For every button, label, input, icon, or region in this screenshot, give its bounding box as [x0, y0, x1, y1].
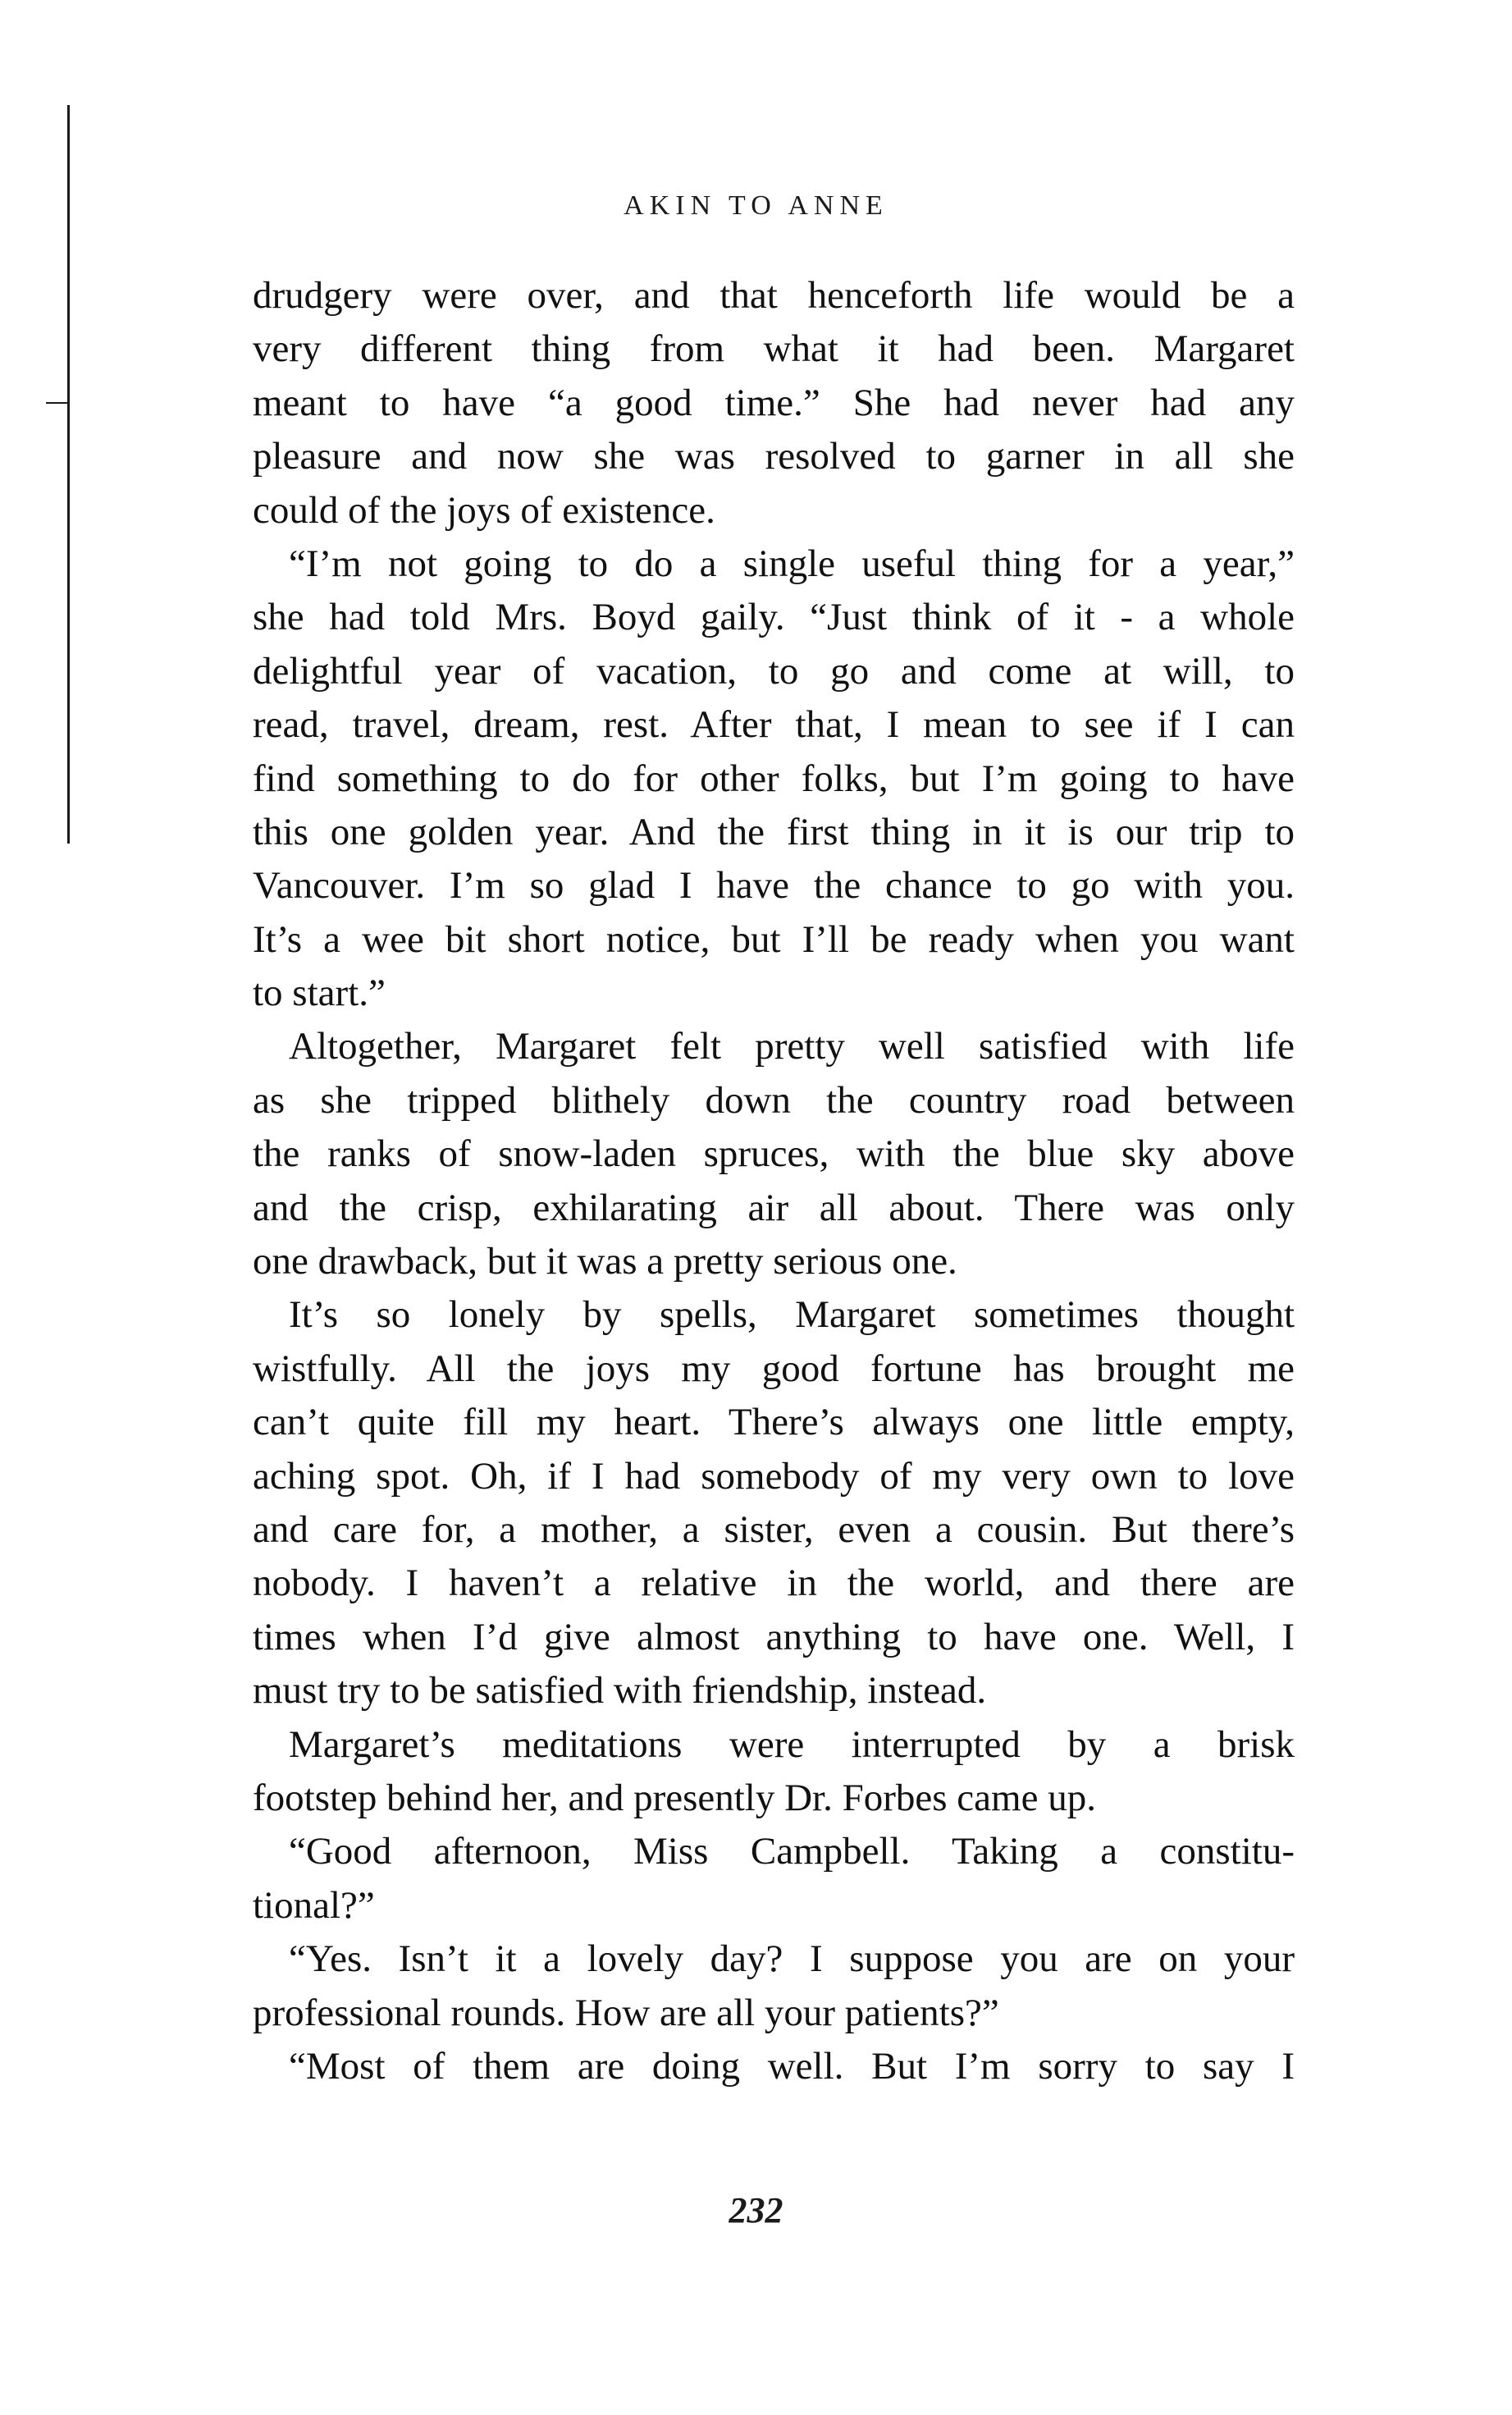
text-line: footstep behind her, and presently Dr. Forbes came up.: [253, 1776, 1096, 1819]
text-line: and the crisp, exhilarating air all about. There was only: [253, 1186, 1295, 1229]
text-line: tional?”: [253, 1883, 375, 1927]
text-line: “Yes. Isn’t it a lovely day? I suppose you are on your: [289, 1937, 1295, 1981]
text-line: “I’m not going to do a single useful thing for a year,”: [289, 542, 1295, 585]
text-line: drudgery were over, and that henceforth life would be a: [253, 274, 1295, 317]
text-line: meant to have “a good time.” She had never had any: [253, 381, 1295, 424]
text-line: as she tripped blithely down the country road between: [253, 1078, 1295, 1122]
text-line: read, travel, dream, rest. After that, I mean to see if I can: [253, 703, 1295, 747]
text-line: very different thing from what it had been. Margaret: [253, 327, 1295, 371]
text-line: to start.”: [253, 972, 386, 1015]
text-line: she had told Mrs. Boyd gaily. “Just think of it - a whole: [253, 596, 1295, 639]
text-line: one drawback, but it was a pretty serious one.: [253, 1240, 957, 1283]
text-line: professional rounds. How are all your patients?”: [253, 1991, 999, 2034]
text-line: this one golden year. And the first thing in it is our trip to: [253, 810, 1295, 853]
text-line: times when I’d give almost anything to have one. Well, I: [253, 1615, 1295, 1658]
text-line: “Good afternoon, Miss Campbell. Taking a constitu-: [289, 1830, 1295, 1873]
text-line: pleasure and now she was resolved to garner in all she: [253, 435, 1295, 478]
page-number: 232: [729, 2190, 783, 2230]
text-line: Margaret’s meditations were interrupted by a brisk: [289, 1722, 1295, 1766]
text-line: nobody. I haven’t a relative in the world, and there are: [253, 1562, 1295, 1605]
text-line: It’s so lonely by spells, Margaret sometimes thought: [289, 1293, 1295, 1337]
text-line: wistfully. All the joys my good fortune has brought me: [253, 1347, 1295, 1390]
text-line: and care for, a mother, a sister, even a cousin. But there’s: [253, 1507, 1295, 1551]
text-line: must try to be satisfied with friendship, instead.: [253, 1669, 987, 1713]
text-line: “Most of them are doing well. But I’m sorry to say I: [289, 2044, 1295, 2088]
text-line: could of the joys of existence.: [253, 488, 715, 532]
text-line: can’t quite fill my heart. There’s always one little empty,: [253, 1401, 1295, 1444]
running-head: AKIN TO ANNE: [624, 190, 888, 221]
text-line: the ranks of snow-laden spruces, with the blue sky above: [253, 1132, 1295, 1176]
text-line: delightful year of vacation, to go and come at will, to: [253, 649, 1295, 693]
body-text: [253, 269, 1295, 2093]
text-line: Altogether, Margaret felt pretty well satisfied with life: [289, 1025, 1295, 1068]
text-line: Vancouver. I’m so glad I have the chance to go with you.: [253, 864, 1295, 908]
text-line: It’s a wee bit short notice, but I’ll be ready when you want: [253, 917, 1295, 961]
text-line: find something to do for other folks, but I’m going to have: [253, 757, 1295, 800]
margin-tick: [46, 402, 69, 404]
text-line: aching spot. Oh, if I had somebody of my very own to love: [253, 1454, 1295, 1498]
